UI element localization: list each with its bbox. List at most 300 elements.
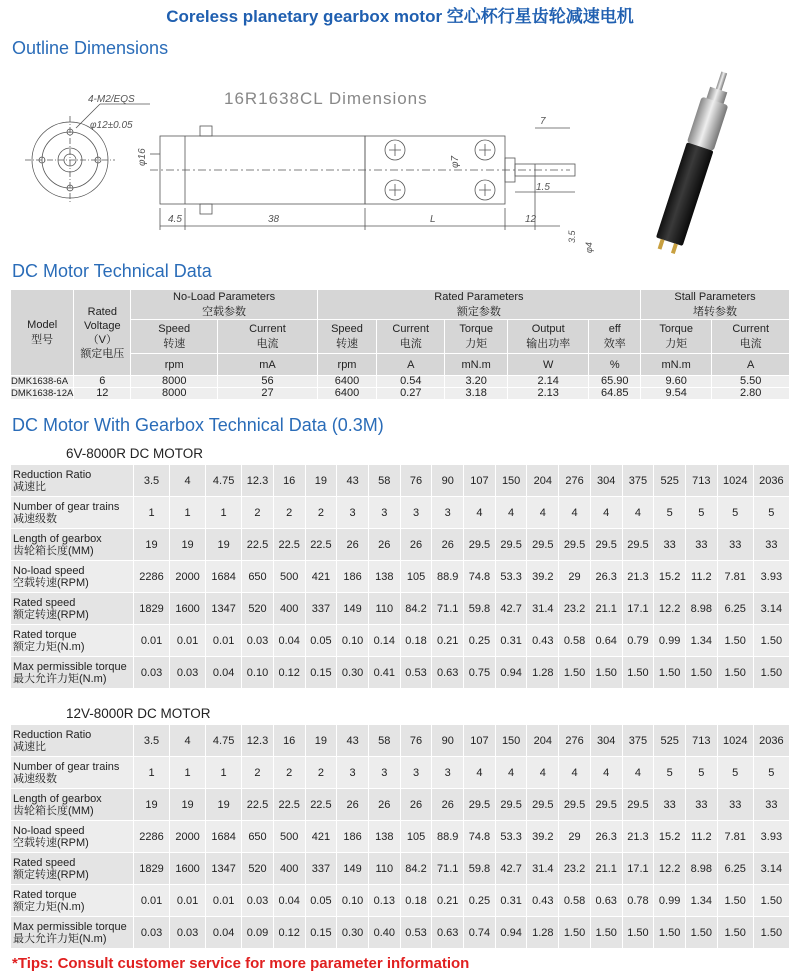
value-cell: 11.2 [685,561,717,593]
value-cell: 7.81 [717,561,753,593]
value-cell: 56 [218,376,318,388]
value-cell: 1 [170,497,206,529]
value-cell: 1.50 [559,657,591,689]
model-cell: DMK1638-6A [11,376,74,388]
value-cell: 5 [717,757,753,789]
value-cell: 110 [368,853,400,885]
value-cell: 2036 [753,725,789,757]
value-cell: 12.2 [654,593,686,625]
value-cell: 2000 [170,561,206,593]
row-label: Length of gearbox 齿轮箱长度(MM) [11,789,134,821]
value-cell: 43 [337,725,369,757]
value-cell: 29.5 [495,789,527,821]
value-cell: 76 [400,725,432,757]
table-row [11,625,790,657]
value-cell: 0.04 [273,885,305,917]
gear-table-6v [10,464,790,689]
value-cell: 6.25 [717,853,753,885]
value-cell: 19 [170,789,206,821]
value-cell: 1.50 [622,657,654,689]
value-cell: 1.50 [717,625,753,657]
value-cell: 2 [305,497,337,529]
value-cell: 1.50 [685,917,717,949]
value-cell: 11.2 [685,821,717,853]
value-cell: 26 [368,529,400,561]
drawing-label: φ16 [137,148,148,166]
table-row [11,593,790,625]
drawing-caption: 16R1638CL Dimensions [224,89,428,108]
value-cell: 26 [337,789,369,821]
value-cell: 0.01 [206,885,242,917]
value-cell: 2 [242,497,274,529]
unit-header: rpm [317,354,376,376]
value-cell: 5 [654,757,686,789]
value-cell: 1.50 [622,917,654,949]
value-cell: 520 [242,593,274,625]
value-cell: 4 [464,757,496,789]
value-cell: 23.2 [559,593,591,625]
row-label: Number of gear trains 减速级数 [11,757,134,789]
dimension-drawing [10,68,640,268]
value-cell: 29.5 [464,789,496,821]
value-cell: 1.50 [590,917,622,949]
value-cell: 8.98 [685,593,717,625]
value-cell: 0.99 [654,885,686,917]
value-cell: 400 [273,853,305,885]
column-header: Output 输出功率 [508,320,589,354]
value-cell: 31.4 [527,853,559,885]
value-cell: 2 [305,757,337,789]
row-label: Number of gear trains 减速级数 [11,497,134,529]
value-cell: 1.34 [685,885,717,917]
gear-table-subtitle-6v: 6V-8000R DC MOTOR [66,446,204,461]
value-cell: 64.85 [589,388,641,400]
value-cell: 2 [273,497,305,529]
value-cell: 0.74 [464,917,496,949]
value-cell: 1.34 [685,625,717,657]
model-cell: DMK1638-12A [11,388,74,399]
value-cell: 0.40 [368,917,400,949]
value-cell: 71.1 [432,853,464,885]
value-cell: 0.94 [495,657,527,689]
value-cell: 19 [170,529,206,561]
no-load-group-header: No-Load Parameters 空载参数 [131,290,318,320]
value-cell: 186 [337,821,369,853]
value-cell: 12.2 [654,853,686,885]
value-cell: 0.14 [368,625,400,657]
value-cell: 7.81 [717,821,753,853]
value-cell: 3.93 [753,561,789,593]
value-cell: 88.9 [432,821,464,853]
value-cell: 0.99 [654,625,686,657]
value-cell: 3.18 [445,388,508,400]
value-cell: 421 [305,821,337,853]
value-cell: 3 [368,497,400,529]
value-cell: 107 [464,465,496,497]
value-cell: 0.30 [337,917,369,949]
unit-header: A [377,354,445,376]
drawing-label: 3.5 [567,230,577,243]
value-cell: 90 [432,465,464,497]
table-row [11,497,790,529]
column-header: Torque 力矩 [641,320,712,354]
value-cell: 4 [590,757,622,789]
value-cell: 0.01 [206,625,242,657]
column-header: Torque 力矩 [445,320,508,354]
value-cell: 186 [337,561,369,593]
value-cell: 3 [337,497,369,529]
value-cell: 1 [170,757,206,789]
value-cell: 22.5 [242,529,274,561]
value-cell: 276 [559,725,591,757]
value-cell: 58 [368,725,400,757]
value-cell: 149 [337,853,369,885]
value-cell: 33 [717,529,753,561]
drawing-label: 12 [525,214,537,225]
drawing-label: L [430,214,436,225]
page-title: Coreless planetary gearbox motor 空心杯行星齿轮减速电机 [166,7,634,26]
drawing-label: 38 [268,214,280,225]
value-cell: 1.50 [753,657,789,689]
value-cell: 1829 [134,593,170,625]
row-label: Reduction Ratio 减速比 [11,725,134,757]
value-cell: 4 [527,497,559,529]
value-cell: 0.03 [134,917,170,949]
value-cell: 33 [753,529,789,561]
value-cell: 76 [400,465,432,497]
value-cell: 1600 [170,593,206,625]
value-cell: 33 [717,789,753,821]
unit-header: mN.m [445,354,508,376]
value-cell: 1 [206,757,242,789]
motor-photo [646,70,756,270]
row-label: Reduction Ratio 减速比 [11,465,134,497]
value-cell: 5 [685,497,717,529]
value-cell: 3.5 [134,465,170,497]
row-label: No-load speed 空载转速(RPM) [11,821,134,853]
value-cell: 8000 [131,388,218,400]
value-cell: 84.2 [400,853,432,885]
row-label: Max permissible torque 最大允许力矩(N.m) [11,657,134,689]
value-cell: 0.63 [590,885,622,917]
value-cell: 16 [273,725,305,757]
value-cell: 0.53 [400,657,432,689]
value-cell: 26 [432,789,464,821]
value-cell: 29.5 [559,529,591,561]
table-row [11,376,790,388]
value-cell: 1.28 [527,657,559,689]
value-cell: 138 [368,561,400,593]
value-cell: 0.75 [464,657,496,689]
value-cell: 0.64 [590,625,622,657]
drawing-label: 1.5 [536,182,550,193]
value-cell: 90 [432,725,464,757]
table-row [11,757,790,789]
value-cell: 3.14 [753,853,789,885]
model-header: Model 型号 [11,290,74,376]
value-cell: 5 [685,757,717,789]
value-cell: 74.8 [464,561,496,593]
value-cell: 1.50 [685,657,717,689]
value-cell: 0.01 [170,885,206,917]
drawing-label: 4-M2/EQS [88,94,135,105]
value-cell: 150 [495,465,527,497]
unit-header: W [508,354,589,376]
table-row [11,885,790,917]
value-cell: 3 [337,757,369,789]
column-header: Speed 转速 [131,320,218,354]
value-cell: 0.04 [206,657,242,689]
value-cell: 19 [134,529,170,561]
value-cell: 1347 [206,853,242,885]
row-label: Rated torque 额定力矩(N.m) [11,625,134,657]
value-cell: 29.5 [559,789,591,821]
value-cell: 0.43 [527,625,559,657]
tips-note: *Tips: Consult customer service for more parameter information [12,955,470,972]
value-cell: 15.2 [654,561,686,593]
unit-header: mN.m [641,354,712,376]
value-cell: 29.5 [527,529,559,561]
unit-header: A [712,354,790,376]
value-cell: 1600 [170,853,206,885]
value-cell: 0.04 [273,625,305,657]
value-cell: 0.03 [170,917,206,949]
value-cell: 0.31 [495,625,527,657]
value-cell: 29.5 [590,529,622,561]
value-cell: 4 [495,497,527,529]
value-cell: 3 [400,757,432,789]
column-header: Speed 转速 [317,320,376,354]
value-cell: 29.5 [495,529,527,561]
table-row [11,725,790,757]
value-cell: 1.50 [590,657,622,689]
value-cell: 3.14 [753,593,789,625]
value-cell: 204 [527,725,559,757]
value-cell: 375 [622,465,654,497]
value-cell: 29.5 [622,789,654,821]
table-row [11,465,790,497]
value-cell: 525 [654,465,686,497]
value-cell: 0.21 [432,625,464,657]
value-cell: 304 [590,465,622,497]
gear-table-12v [10,724,790,949]
value-cell: 5 [753,757,789,789]
value-cell: 22.5 [273,789,305,821]
value-cell: 0.03 [170,657,206,689]
value-cell: 6.25 [717,593,753,625]
value-cell: 29.5 [622,529,654,561]
value-cell: 19 [305,725,337,757]
table-row [11,388,790,400]
value-cell: 1.50 [559,917,591,949]
value-cell: 0.18 [400,625,432,657]
value-cell: 0.10 [337,885,369,917]
value-cell: 17.1 [622,593,654,625]
value-cell: 0.53 [400,917,432,949]
value-cell: 23.2 [559,853,591,885]
row-label: Length of gearbox 齿轮箱长度(MM) [11,529,134,561]
value-cell: 33 [654,529,686,561]
value-cell: 0.09 [242,917,274,949]
value-cell: 19 [134,789,170,821]
value-cell: 0.01 [170,625,206,657]
value-cell: 33 [753,789,789,821]
value-cell: 304 [590,725,622,757]
value-cell: 4 [622,497,654,529]
value-cell: 337 [305,593,337,625]
value-cell: 107 [464,725,496,757]
value-cell: 6 [74,376,131,388]
value-cell: 5 [654,497,686,529]
value-cell: 0.21 [432,885,464,917]
value-cell: 29 [559,561,591,593]
section-title-gearbox: DC Motor With Gearbox Technical Data (0.3M) [12,415,384,435]
value-cell: 19 [206,789,242,821]
value-cell: 0.30 [337,657,369,689]
unit-header: rpm [131,354,218,376]
value-cell: 0.31 [495,885,527,917]
value-cell: 16 [273,465,305,497]
value-cell: 84.2 [400,593,432,625]
value-cell: 0.25 [464,625,496,657]
value-cell: 4 [527,757,559,789]
value-cell: 4 [559,757,591,789]
value-cell: 2.13 [508,388,589,400]
value-cell: 0.05 [305,625,337,657]
value-cell: 0.78 [622,885,654,917]
value-cell: 19 [206,529,242,561]
value-cell: 1347 [206,593,242,625]
drawing-label: φ7 [450,155,461,168]
value-cell: 2286 [134,821,170,853]
value-cell: 1.50 [717,885,753,917]
value-cell: 0.27 [377,388,445,400]
row-label: No-load speed 空载转速(RPM) [11,561,134,593]
value-cell: 21.1 [590,593,622,625]
value-cell: 2.80 [712,388,790,400]
value-cell: 1024 [717,465,753,497]
value-cell: 0.04 [206,917,242,949]
value-cell: 21.1 [590,853,622,885]
value-cell: 1.50 [753,625,789,657]
value-cell: 8.98 [685,853,717,885]
section-title-outline: Outline Dimensions [12,38,169,58]
value-cell: 31.4 [527,593,559,625]
value-cell: 2036 [753,465,789,497]
value-cell: 43 [337,465,369,497]
value-cell: 0.15 [305,917,337,949]
value-cell: 39.2 [527,561,559,593]
value-cell: 27 [218,388,318,400]
value-cell: 26 [337,529,369,561]
value-cell: 29.5 [590,789,622,821]
value-cell: 4 [590,497,622,529]
value-cell: 0.63 [432,657,464,689]
row-label: Rated speed 额定转速(RPM) [11,593,134,625]
value-cell: 4 [559,497,591,529]
value-cell: 58 [368,465,400,497]
value-cell: 0.13 [368,885,400,917]
value-cell: 53.3 [495,561,527,593]
value-cell: 15.2 [654,821,686,853]
table-row [11,561,790,593]
value-cell: 19 [305,465,337,497]
value-cell: 33 [654,789,686,821]
column-header: Current 电流 [218,320,318,354]
value-cell: 4 [464,497,496,529]
value-cell: 150 [495,725,527,757]
value-cell: 29 [559,821,591,853]
row-label: Max permissible torque 最大允许力矩(N.m) [11,917,134,949]
drawing-label: φ12±0.05 [90,120,133,131]
table-row [11,917,790,949]
value-cell: 0.10 [337,625,369,657]
value-cell: 713 [685,725,717,757]
value-cell: 500 [273,821,305,853]
row-label: Rated speed 额定转速(RPM) [11,853,134,885]
value-cell: 525 [654,725,686,757]
gear-table-subtitle-12v: 12V-8000R DC MOTOR [66,706,211,721]
value-cell: 0.05 [305,885,337,917]
unit-header: mA [218,354,318,376]
value-cell: 8000 [131,376,218,388]
value-cell: 74.8 [464,821,496,853]
motor-data-table [10,289,790,400]
value-cell: 1.50 [717,917,753,949]
value-cell: 375 [622,725,654,757]
value-cell: 9.54 [641,388,712,400]
drawing-label: 4.5 [168,214,182,225]
table-row [11,821,790,853]
table-row [11,853,790,885]
value-cell: 0.58 [559,625,591,657]
value-cell: 42.7 [495,853,527,885]
value-cell: 6400 [317,388,376,400]
value-cell: 4 [622,757,654,789]
value-cell: 2 [242,757,274,789]
value-cell: 26 [400,529,432,561]
value-cell: 421 [305,561,337,593]
value-cell: 3 [432,497,464,529]
value-cell: 110 [368,593,400,625]
value-cell: 0.43 [527,885,559,917]
value-cell: 4 [170,725,206,757]
value-cell: 0.94 [495,917,527,949]
value-cell: 105 [400,561,432,593]
column-header: Current 电流 [712,320,790,354]
value-cell: 0.12 [273,917,305,949]
value-cell: 400 [273,593,305,625]
value-cell: 53.3 [495,821,527,853]
value-cell: 39.2 [527,821,559,853]
stall-group-header: Stall Parameters 堵转参数 [641,290,790,320]
value-cell: 0.54 [377,376,445,388]
value-cell: 26.3 [590,561,622,593]
value-cell: 4.75 [206,725,242,757]
value-cell: 1.50 [717,657,753,689]
value-cell: 1.50 [753,885,789,917]
value-cell: 337 [305,853,337,885]
value-cell: 0.12 [273,657,305,689]
value-cell: 26 [400,789,432,821]
value-cell: 29.5 [464,529,496,561]
value-cell: 1 [134,757,170,789]
value-cell: 65.90 [589,376,641,388]
value-cell: 0.41 [368,657,400,689]
value-cell: 88.9 [432,561,464,593]
table-row [11,789,790,821]
value-cell: 26 [368,789,400,821]
